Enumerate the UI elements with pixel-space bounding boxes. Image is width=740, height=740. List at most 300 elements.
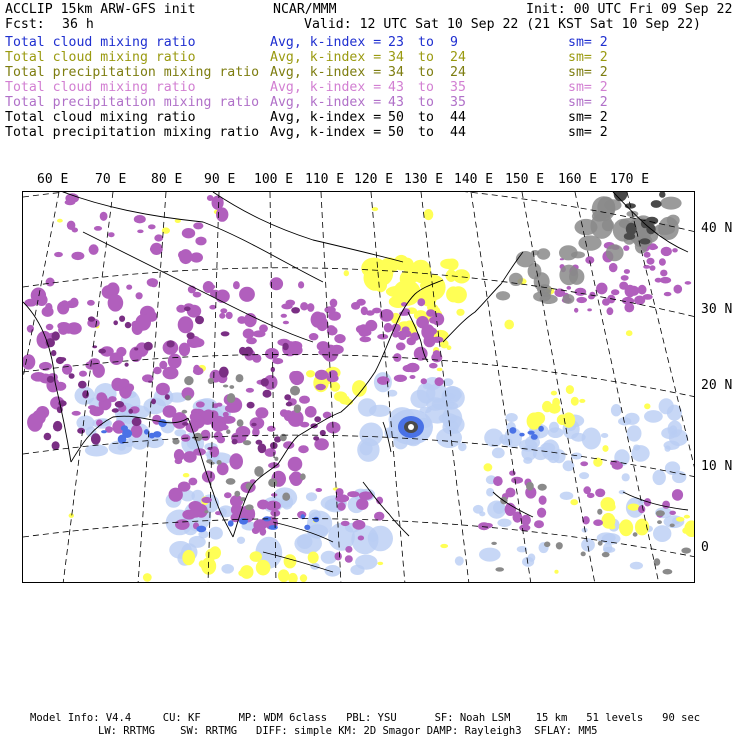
cloud-area bbox=[221, 416, 236, 424]
cloud-area bbox=[672, 248, 678, 252]
cloud-area bbox=[335, 552, 342, 560]
init-time: Init: 00 UTC Fri 09 Sep 22 bbox=[526, 2, 733, 17]
cloud-area bbox=[593, 458, 602, 467]
cloud-area bbox=[239, 287, 255, 302]
cloud-area bbox=[639, 288, 645, 291]
precip-area bbox=[223, 385, 228, 388]
cloud-area bbox=[175, 458, 183, 464]
cloud-band bbox=[646, 217, 658, 225]
precip-area bbox=[664, 441, 680, 450]
cloud-area bbox=[316, 387, 322, 390]
cloud-band bbox=[624, 233, 635, 240]
cloud-area bbox=[193, 292, 202, 298]
longitude-label: 100 E bbox=[254, 172, 294, 187]
precip-area bbox=[237, 419, 244, 427]
precip-area bbox=[151, 399, 156, 405]
precip-area bbox=[495, 567, 504, 571]
cloud-area bbox=[433, 350, 441, 357]
model-info-line1: Model Info: V4.4 CU: KF MP: WDM 6class PBL: YSU SF: Noah LSM 15 km 51 levels 90 sec bbox=[30, 712, 701, 724]
precip-area bbox=[69, 373, 75, 379]
cloud-area bbox=[233, 281, 240, 289]
precip-area bbox=[195, 316, 204, 325]
cloud-area bbox=[23, 354, 35, 369]
cloud-area bbox=[216, 403, 222, 407]
precip-area bbox=[51, 350, 56, 356]
cloud-area bbox=[178, 316, 194, 333]
longitude-label: 80 E bbox=[151, 172, 183, 187]
precip-area bbox=[113, 320, 118, 325]
cloud-area bbox=[46, 278, 55, 287]
latitude-label: 30 N bbox=[701, 302, 733, 317]
precip-area bbox=[217, 460, 222, 465]
longitude-label: 130 E bbox=[404, 172, 444, 187]
cloud-area bbox=[72, 228, 78, 233]
precip-area bbox=[119, 316, 125, 322]
heavy-precip bbox=[528, 431, 535, 435]
legend-k-start: 43 bbox=[388, 80, 404, 95]
heavy-precip bbox=[509, 427, 516, 434]
precip-area bbox=[321, 551, 337, 564]
cloud-area bbox=[57, 305, 64, 312]
cloud-area bbox=[352, 520, 365, 530]
cloud-area bbox=[148, 224, 156, 229]
legend-field-name: Total cloud mixing ratio bbox=[5, 35, 196, 50]
longitude-label: 150 E bbox=[505, 172, 545, 187]
precip-area bbox=[630, 562, 643, 570]
cloud-area bbox=[126, 285, 132, 290]
legend-avg-label: Avg, k-index = bbox=[270, 125, 382, 140]
cloud-area bbox=[579, 399, 585, 403]
cloud-area bbox=[575, 288, 587, 296]
precip-area bbox=[261, 378, 269, 387]
precip-area bbox=[355, 555, 377, 570]
precip-area bbox=[597, 509, 602, 515]
cloud-area bbox=[154, 234, 163, 241]
cloud-area bbox=[672, 489, 683, 501]
precip-area bbox=[117, 444, 125, 451]
cloud-band bbox=[639, 238, 650, 244]
precip-area bbox=[167, 340, 175, 347]
cloud-area bbox=[243, 329, 254, 339]
precip-area bbox=[631, 445, 649, 462]
cloud-area bbox=[619, 519, 633, 536]
cloud-area bbox=[108, 294, 124, 311]
precip-area bbox=[219, 367, 229, 378]
precip-area bbox=[239, 347, 246, 355]
cloud-band bbox=[559, 245, 578, 260]
cloud-area bbox=[150, 243, 163, 255]
cloud-area bbox=[70, 298, 79, 308]
cloud-area bbox=[71, 252, 84, 260]
cloud-area bbox=[660, 270, 667, 277]
cloud-area bbox=[638, 505, 645, 513]
cloud-area bbox=[108, 232, 115, 237]
cloud-area bbox=[623, 245, 629, 251]
cloud-band bbox=[509, 273, 523, 286]
cloud-area bbox=[660, 277, 671, 284]
cloud-area bbox=[411, 260, 432, 282]
coastline bbox=[213, 192, 403, 262]
cloud-area bbox=[96, 392, 106, 401]
cloud-area bbox=[537, 508, 546, 518]
forecast-label: Fcst: bbox=[5, 17, 45, 32]
cloud-area bbox=[246, 388, 254, 393]
cloud-area bbox=[674, 285, 683, 294]
cloud-area bbox=[168, 354, 182, 369]
cloud-area bbox=[377, 562, 383, 565]
cloud-area bbox=[289, 371, 300, 382]
cloud-area bbox=[119, 379, 130, 388]
precip-area bbox=[263, 390, 272, 398]
heavy-precip bbox=[519, 433, 524, 437]
precip-area bbox=[290, 386, 300, 396]
precip-area bbox=[98, 349, 106, 354]
cloud-area bbox=[265, 348, 279, 359]
cloud-area bbox=[195, 237, 206, 246]
cloud-area bbox=[372, 308, 381, 314]
cloud-area bbox=[554, 570, 558, 574]
precip-area bbox=[602, 552, 610, 557]
cloud-area bbox=[151, 282, 158, 288]
precip-area bbox=[115, 401, 124, 408]
precip-area bbox=[455, 556, 464, 565]
precip-area bbox=[187, 332, 195, 339]
precip-area bbox=[125, 322, 131, 328]
cloud-area bbox=[252, 354, 261, 363]
cloud-area bbox=[607, 307, 614, 315]
heavy-precip bbox=[101, 430, 107, 433]
cloud-area bbox=[281, 314, 287, 318]
cloud-area bbox=[362, 329, 372, 336]
precip-area bbox=[656, 510, 665, 516]
cloud-area bbox=[298, 445, 309, 453]
precip-area bbox=[251, 423, 256, 427]
map-panel bbox=[22, 191, 695, 583]
cloud-area bbox=[69, 513, 74, 518]
cloud-area bbox=[116, 347, 126, 357]
precip-area bbox=[284, 394, 291, 400]
precip-area bbox=[611, 404, 622, 416]
precip-area bbox=[184, 307, 191, 312]
cloud-area bbox=[271, 493, 277, 497]
legend-k-end: 9 bbox=[450, 35, 458, 50]
cloud-area bbox=[478, 522, 490, 530]
cloud-area bbox=[136, 292, 143, 299]
cloud-area bbox=[644, 403, 650, 409]
cloud-band bbox=[659, 192, 665, 198]
cloud-area bbox=[661, 247, 672, 256]
cloud-area bbox=[42, 307, 54, 317]
precip-area bbox=[221, 331, 230, 336]
cloud-area bbox=[440, 259, 457, 269]
cloud-area bbox=[252, 527, 260, 534]
precip-area bbox=[47, 376, 55, 383]
heavy-precip bbox=[313, 517, 319, 522]
precip-area bbox=[657, 520, 662, 524]
cloud-area bbox=[191, 338, 204, 347]
latitude-label: 0 bbox=[701, 540, 709, 555]
cloud-area bbox=[189, 478, 198, 486]
cloud-area bbox=[61, 300, 68, 305]
precip-area bbox=[313, 436, 319, 441]
heavy-precip bbox=[122, 429, 132, 438]
precip-area bbox=[282, 343, 288, 351]
cloud-area bbox=[193, 367, 204, 375]
precip-area bbox=[58, 357, 66, 362]
legend-to-label: to bbox=[418, 35, 434, 50]
cloud-area bbox=[341, 521, 350, 526]
precip-area bbox=[560, 492, 574, 500]
cloud-area bbox=[576, 297, 587, 303]
precip-area bbox=[663, 569, 673, 575]
cloud-area bbox=[650, 265, 656, 271]
legend-k-start: 43 bbox=[388, 95, 404, 110]
precip-area bbox=[226, 478, 236, 485]
precip-area bbox=[53, 421, 62, 432]
cloud-area bbox=[316, 488, 323, 492]
longitude-label: 90 E bbox=[204, 172, 236, 187]
cloud-area bbox=[286, 300, 296, 306]
cloud-area bbox=[352, 380, 367, 397]
precip-area bbox=[533, 447, 548, 460]
legend-k-end: 35 bbox=[450, 80, 466, 95]
legend-field-name: Total precipitation mixing ratio bbox=[5, 95, 260, 110]
heavy-precip bbox=[531, 434, 538, 440]
forecast-map bbox=[23, 192, 695, 583]
legend-smoothing: sm= 2 bbox=[568, 65, 608, 80]
cloud-area bbox=[89, 244, 99, 255]
legend-to-label: to bbox=[418, 65, 434, 80]
precip-area bbox=[91, 433, 101, 444]
precip-area bbox=[282, 493, 290, 501]
cloud-area bbox=[137, 230, 143, 234]
cloud-area bbox=[609, 263, 618, 272]
cloud-area bbox=[169, 488, 183, 502]
legend-smoothing: sm= 2 bbox=[568, 110, 608, 125]
precip-area bbox=[125, 363, 129, 367]
precip-area bbox=[668, 421, 683, 438]
typhoon-eye bbox=[408, 424, 414, 430]
cloud-area bbox=[305, 406, 317, 418]
cloud-area bbox=[216, 207, 228, 221]
cloud-area bbox=[626, 330, 633, 336]
cloud-area bbox=[456, 309, 464, 316]
longitude-label: 110 E bbox=[305, 172, 345, 187]
cloud-area bbox=[65, 193, 79, 203]
cloud-area bbox=[322, 347, 333, 359]
precip-area bbox=[134, 348, 138, 351]
cloud-area bbox=[134, 215, 146, 223]
cloud-area bbox=[493, 476, 503, 486]
legend-field-name: Total precipitation mixing ratio bbox=[5, 65, 260, 80]
cloud-area bbox=[624, 303, 634, 313]
precip-area bbox=[254, 466, 263, 477]
legend-k-end: 35 bbox=[450, 95, 466, 110]
cloud-area bbox=[593, 519, 603, 526]
cloud-area bbox=[257, 500, 269, 510]
cloud-area bbox=[143, 573, 152, 582]
cloud-area bbox=[135, 314, 151, 331]
longitude-label: 140 E bbox=[454, 172, 494, 187]
precip-area bbox=[88, 316, 95, 321]
cloud-area bbox=[288, 573, 298, 583]
cloud-area bbox=[309, 333, 319, 340]
cloud-area bbox=[504, 320, 514, 330]
precip-area bbox=[232, 439, 238, 445]
cloud-area bbox=[435, 377, 444, 386]
cloud-area bbox=[250, 551, 262, 562]
precip-area bbox=[659, 398, 674, 414]
precip-area bbox=[314, 416, 321, 422]
cloud-area bbox=[361, 307, 368, 316]
longitude-label: 170 E bbox=[610, 172, 650, 187]
legend-smoothing: sm= 2 bbox=[568, 80, 608, 95]
cloud-area bbox=[219, 313, 225, 319]
precip-area bbox=[670, 524, 675, 528]
precip-area bbox=[247, 402, 255, 409]
precip-area bbox=[204, 510, 208, 513]
cloud-area bbox=[611, 289, 619, 295]
cloud-area bbox=[539, 496, 547, 505]
precip-area bbox=[492, 448, 505, 459]
cloud-area bbox=[583, 486, 591, 494]
cloud-area bbox=[107, 282, 120, 296]
cloud-area bbox=[27, 325, 34, 333]
cloud-area bbox=[605, 503, 616, 512]
legend-k-start: 34 bbox=[388, 50, 404, 65]
cloud-area bbox=[209, 305, 216, 310]
cloud-area bbox=[602, 298, 610, 306]
cloud-band bbox=[660, 197, 681, 210]
cloud-band bbox=[592, 196, 616, 221]
cloud-area bbox=[628, 504, 640, 511]
precip-area bbox=[653, 470, 666, 485]
longitude-label: 120 E bbox=[354, 172, 394, 187]
cloud-area bbox=[179, 249, 192, 264]
cloud-area bbox=[199, 560, 205, 567]
cloud-area bbox=[567, 286, 572, 290]
cloud-area bbox=[324, 306, 335, 313]
cloud-area bbox=[156, 383, 170, 396]
cloud-area bbox=[183, 473, 190, 477]
legend-smoothing: sm= 2 bbox=[568, 50, 608, 65]
precip-area bbox=[245, 504, 253, 510]
precip-area bbox=[182, 410, 188, 414]
heavy-precip bbox=[228, 520, 234, 526]
precip-area bbox=[624, 413, 639, 425]
legend-k-end: 44 bbox=[450, 125, 466, 140]
longitude-label: 160 E bbox=[558, 172, 598, 187]
precip-area bbox=[581, 538, 595, 551]
cloud-band bbox=[606, 244, 624, 261]
legend-smoothing: sm= 2 bbox=[568, 95, 608, 110]
cloud-area bbox=[90, 406, 104, 416]
cloud-area bbox=[256, 560, 271, 576]
cloud-area bbox=[396, 342, 406, 350]
heavy-precip bbox=[159, 419, 167, 427]
precip-area bbox=[446, 393, 456, 400]
cloud-area bbox=[300, 422, 310, 428]
cloud-area bbox=[664, 292, 672, 296]
precip-area bbox=[172, 439, 179, 445]
latitude-label: 10 N bbox=[701, 459, 733, 474]
cloud-area bbox=[344, 270, 349, 276]
precip-area bbox=[44, 433, 52, 441]
precip-area bbox=[184, 376, 193, 385]
cloud-area bbox=[57, 322, 70, 330]
cloud-area bbox=[182, 228, 195, 238]
cloud-area bbox=[131, 424, 143, 437]
cloud-area bbox=[684, 520, 695, 537]
precip-area bbox=[286, 402, 293, 407]
cloud-area bbox=[27, 413, 43, 432]
cloud-area bbox=[220, 425, 229, 431]
legend-to-label: to bbox=[418, 110, 434, 125]
cloud-area bbox=[521, 515, 531, 526]
legend-avg-label: Avg, k-index = bbox=[270, 80, 382, 95]
cloud-area bbox=[347, 491, 359, 497]
cloud-area bbox=[62, 364, 72, 375]
cloud-area bbox=[406, 363, 420, 373]
cloud-area bbox=[548, 403, 560, 413]
heavy-precip bbox=[196, 526, 206, 533]
precip-area bbox=[132, 417, 142, 426]
cloud-area bbox=[280, 409, 288, 417]
precip-area bbox=[294, 533, 322, 554]
precip-area bbox=[497, 519, 511, 527]
precip-area bbox=[582, 428, 601, 450]
legend-to-label: to bbox=[418, 125, 434, 140]
heavy-precip bbox=[144, 429, 149, 435]
cloud-area bbox=[509, 471, 516, 476]
cloud-area bbox=[224, 492, 232, 498]
precip-area bbox=[237, 537, 245, 544]
precip-area bbox=[229, 385, 234, 389]
cloud-band bbox=[654, 224, 675, 235]
precip-area bbox=[479, 511, 485, 516]
precip-area bbox=[491, 542, 497, 545]
precip-area bbox=[52, 441, 60, 450]
precip-area bbox=[165, 394, 170, 400]
cloud-area bbox=[334, 334, 345, 343]
precip-area bbox=[82, 390, 89, 398]
cloud-area bbox=[100, 212, 108, 221]
cloud-area bbox=[447, 345, 452, 350]
cloud-band bbox=[562, 294, 574, 304]
precip-area bbox=[300, 473, 306, 480]
cloud-area bbox=[79, 371, 87, 377]
cloud-area bbox=[398, 331, 407, 341]
cloud-band bbox=[537, 248, 550, 259]
precip-area bbox=[148, 381, 152, 383]
legend-k-start: 23 bbox=[388, 35, 404, 50]
legend-to-label: to bbox=[418, 80, 434, 95]
cloud-area bbox=[587, 308, 592, 311]
legend-smoothing: sm= 2 bbox=[568, 35, 608, 50]
cloud-area bbox=[307, 303, 314, 312]
precip-area bbox=[581, 552, 586, 557]
cloud-area bbox=[440, 544, 448, 548]
cloud-area bbox=[255, 407, 268, 418]
cloud-band bbox=[559, 265, 578, 286]
cloud-area bbox=[179, 343, 190, 357]
cloud-area bbox=[634, 296, 645, 305]
cloud-area bbox=[534, 520, 544, 528]
cloud-area bbox=[384, 323, 393, 333]
cloud-area bbox=[335, 494, 349, 502]
cloud-area bbox=[306, 370, 315, 377]
cloud-area bbox=[624, 269, 630, 274]
